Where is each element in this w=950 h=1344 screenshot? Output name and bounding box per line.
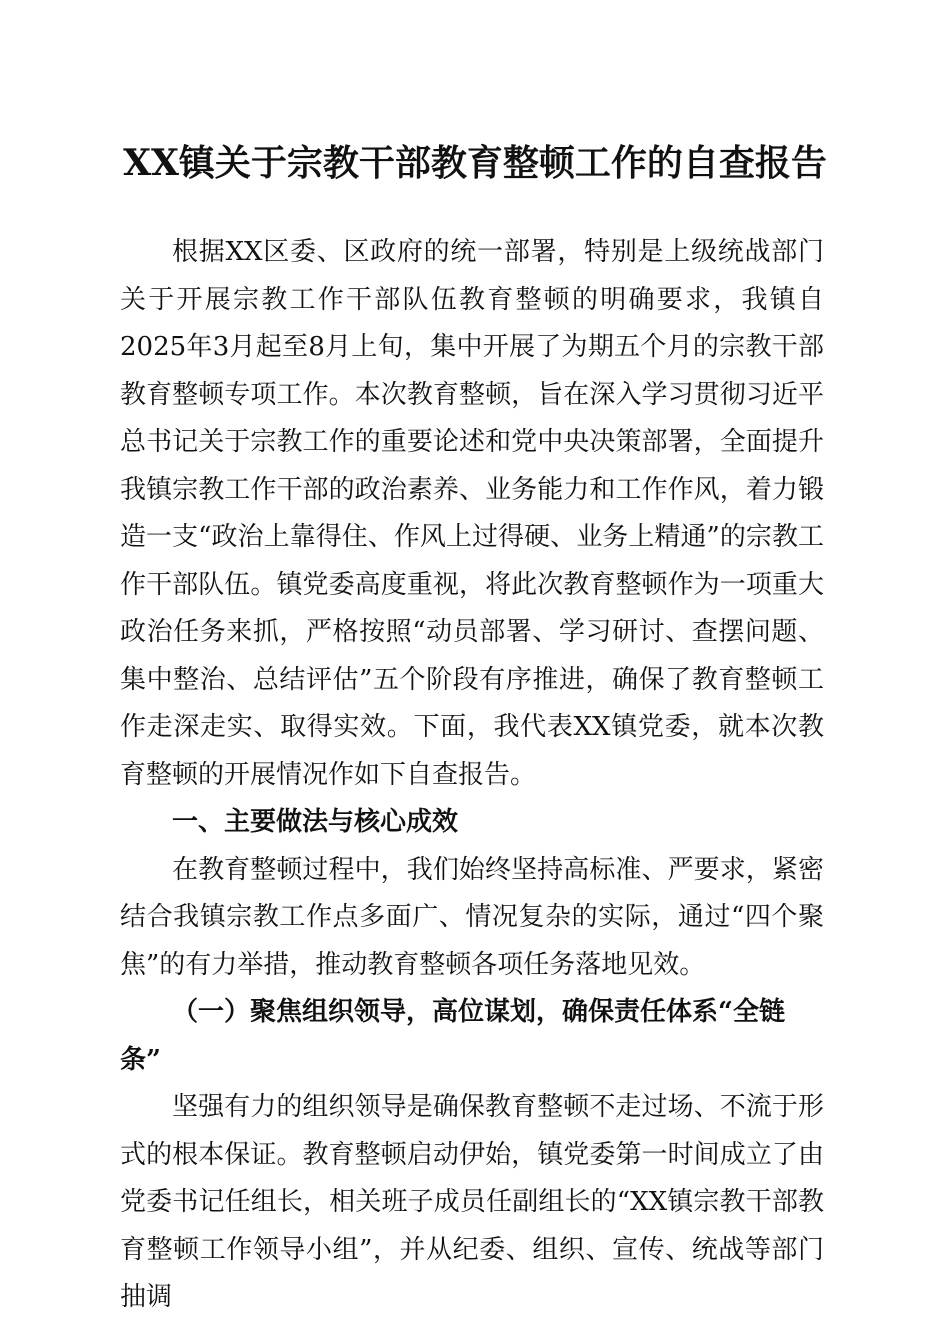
paragraph-intro: 根据XX区委、区政府的统一部署，特别是上级统战部门关于开展宗教工作干部队伍教育整顿的明确要求，我镇自2025年3月起至8月上旬，集中开展了为期五个月的宗教干部教育整顿专项工作。本次教育整顿，旨在深入学习贯彻习近平总书记关于宗教工作的重要论述和党中央决策部署，全面提升我镇宗教工作干部的政治素养、业务能力和工作作风，着力锻造一支“政治上靠得住、作风上过得硬、业务上精通”的宗教工作干部队伍。镇党委高度重视，将此次教育整顿作为一项重大政治任务来抓，严格按照“动员部署、学习研讨、查摆问题、集中整治、总结评估”五个阶段有序推进，确保了教育整顿工作走深走实、取得实效。下面，我代表XX镇党委，就本次教育整顿的开展情况作如下自查报告。 xyxy=(120,237,824,790)
paragraph-section-1-intro: 在教育整顿过程中，我们始终坚持高标准、严要求，紧密结合我镇宗教工作点多面广、情况复杂的实际，通过“四个聚焦”的有力举措，推动教育整顿各项任务落地见效。 xyxy=(120,854,824,980)
subsection-heading-1: （一）聚焦组织领导，高位谋划，确保责任体系“全链条” xyxy=(120,997,785,1075)
paragraph-subsection-1: 坚强有力的组织领导是确保教育整顿不走过场、不流于形式的根本保证。教育整顿启动伊始，镇党委第一时间成立了由党委书记任组长，相关班子成员任副组长的“XX镇宗教干部教育整顿工作领导小组”，并从纪委、组织、宣传、统战等部门抽调 xyxy=(120,1092,824,1312)
document-title: XX镇关于宗教干部教育整顿工作的自查报告 xyxy=(123,142,827,184)
document-body xyxy=(120,229,824,1322)
section-heading-1: 一、主要做法与核心成效 xyxy=(172,807,459,837)
